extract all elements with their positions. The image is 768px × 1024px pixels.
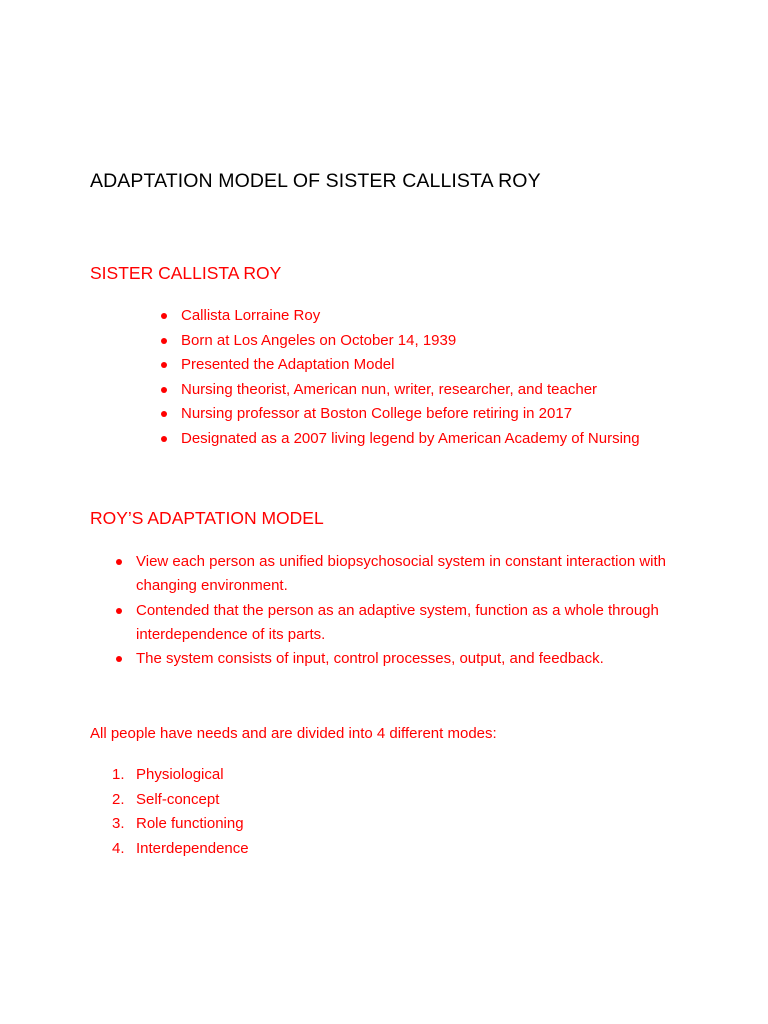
bullet-icon — [161, 338, 167, 344]
list-item — [181, 379, 741, 404]
list-item — [181, 305, 741, 330]
list-item-number: 2. — [112, 790, 125, 808]
bullet-icon — [116, 559, 122, 565]
list-item-text: Self-concept — [136, 790, 220, 808]
list-item-text: Callista Lorraine Roy — [181, 307, 321, 324]
list-item-text: Role functioning — [136, 815, 244, 832]
list-item — [112, 813, 249, 838]
list-item-text: Physiological — [136, 766, 224, 783]
document-title: ADAPTATION MODEL OF SISTER CALLISTA ROY — [90, 170, 541, 192]
list-item — [181, 403, 741, 428]
bullet-icon — [161, 362, 167, 368]
list-item-number: 1. — [112, 766, 125, 783]
list-item-text: The system consists of input, control processes, output, and feedback. — [136, 650, 604, 667]
list-item — [181, 428, 741, 453]
list-item-text: Nursing professor at Boston College before retiring in 2017 — [181, 405, 573, 422]
numbered-list-modes — [112, 764, 249, 862]
list-item-text: Interdependence — [136, 839, 249, 857]
bullet-icon — [161, 436, 167, 442]
list-item — [181, 330, 741, 355]
list-item — [136, 647, 696, 671]
list-item — [181, 354, 741, 379]
bullet-icon — [116, 656, 122, 662]
list-item-number: 3. — [112, 815, 125, 832]
list-item — [136, 599, 696, 647]
list-item-text: Presented the Adaptation Model — [181, 356, 395, 373]
list-item-text: Nursing theorist, American nun, writer, researcher, and teacher — [181, 380, 598, 398]
modes-intro-paragraph: All people have needs and are divided into 4 different modes: — [90, 725, 497, 742]
section-heading-adaptation-model: ROY’S ADAPTATION MODEL — [90, 508, 324, 528]
bullet-icon — [161, 387, 167, 393]
list-item-text: View each person as unified biopsychosocial system in constant interaction with changing environment. — [136, 553, 667, 594]
bullet-list-biography — [181, 305, 741, 452]
list-item — [112, 838, 249, 863]
list-item — [112, 789, 249, 814]
bullet-icon — [116, 608, 122, 614]
list-item — [136, 550, 696, 598]
bullet-list-model — [136, 550, 696, 672]
list-item-number: 4. — [112, 839, 125, 857]
list-item-text: Contended that the person as an adaptive system, function as a whole through interdependence of its parts. — [136, 601, 659, 643]
bullet-icon — [161, 313, 167, 319]
list-item-text: Born at Los Angeles on October 14, 1939 — [181, 331, 457, 349]
list-item-text: Designated as a 2007 living legend by American Academy of Nursing — [181, 429, 640, 447]
list-item — [112, 764, 249, 789]
section-heading-sister-callista-roy: SISTER CALLISTA ROY — [90, 263, 282, 283]
bullet-icon — [161, 411, 167, 417]
